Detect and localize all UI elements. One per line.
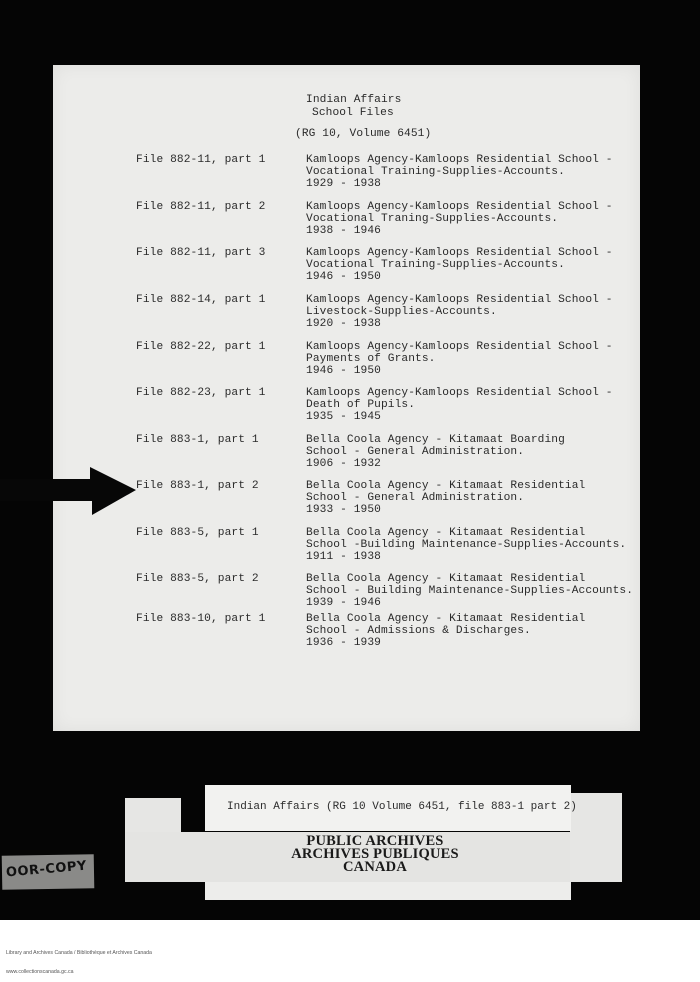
file-dates: 1906 - 1932 — [306, 458, 381, 470]
file-description-line1: Bella Coola Agency - Kitamaat Residential — [306, 480, 586, 492]
file-description-line1: Kamloops Agency-Kamloops Residential School - — [306, 341, 613, 353]
stamp-line-1: PUBLIC ARCHIVES — [306, 833, 444, 849]
file-description-line1: Kamloops Agency-Kamloops Residential School - — [306, 387, 613, 399]
header-title: Indian Affairs — [306, 94, 402, 106]
file-description-line2: Vocational Training-Supplies-Accounts. — [306, 259, 565, 271]
file-description-line2: Payments of Grants. — [306, 353, 436, 365]
file-dates: 1938 - 1946 — [306, 225, 381, 237]
footer-credit — [6, 937, 152, 982]
file-description-line2: School - Admissions & Discharges. — [306, 625, 531, 637]
reel-label-text: Indian Affairs (RG 10 Volume 6451, file 883-1 part 2) — [227, 801, 577, 813]
file-description-line1: Kamloops Agency-Kamloops Residential School - — [306, 201, 613, 213]
file-dates: 1929 - 1938 — [306, 178, 381, 190]
file-description-line1: Bella Coola Agency - Kitamaat Residential — [306, 613, 586, 625]
file-number: File 882-14, part 1 — [136, 294, 266, 306]
file-description-line1: Kamloops Agency-Kamloops Residential School - — [306, 154, 613, 166]
file-number: File 882-11, part 1 — [136, 154, 266, 166]
file-dates: 1933 - 1950 — [306, 504, 381, 516]
document-page — [53, 65, 640, 731]
file-dates: 1946 - 1950 — [306, 271, 381, 283]
arrow-right-icon — [0, 467, 140, 517]
stamp-card-right-tab — [570, 793, 622, 882]
file-description-line2: School - General Administration. — [306, 446, 525, 458]
poor-copy-text: OOR-COPY — [5, 858, 88, 881]
file-description-line1: Bella Coola Agency - Kitamaat Residential — [306, 573, 586, 585]
header-volume: (RG 10, Volume 6451) — [295, 128, 432, 140]
poor-copy-label — [2, 854, 95, 890]
file-dates: 1936 - 1939 — [306, 637, 381, 649]
file-dates: 1911 - 1938 — [306, 551, 381, 563]
file-description-line1: Kamloops Agency-Kamloops Residential School - — [306, 294, 613, 306]
file-number: File 883-10, part 1 — [136, 613, 266, 625]
file-number: File 883-5, part 1 — [136, 527, 259, 539]
reel-label-strip-bottom — [205, 882, 571, 900]
file-description-line2: Livestock-Supplies-Accounts. — [306, 306, 497, 318]
file-description-line2: Death of Pupils. — [306, 399, 416, 411]
file-number: File 882-23, part 1 — [136, 387, 266, 399]
file-number: File 882-11, part 2 — [136, 201, 266, 213]
file-dates: 1946 - 1950 — [306, 365, 381, 377]
footer-line-1: Library and Archives Canada / Bibliothèque et Archives Canada — [6, 949, 152, 956]
file-description-line2: School - General Administration. — [306, 492, 525, 504]
archives-stamp — [270, 835, 480, 874]
file-description-line2: Vocational Traning-Supplies-Accounts. — [306, 213, 559, 225]
file-description-line2: Vocational Training-Supplies-Accounts. — [306, 166, 565, 178]
file-dates: 1935 - 1945 — [306, 411, 381, 423]
file-number: File 883-5, part 2 — [136, 573, 259, 585]
file-dates: 1920 - 1938 — [306, 318, 381, 330]
header-subtitle: School Files — [312, 107, 394, 119]
file-description-line1: Kamloops Agency-Kamloops Residential School - — [306, 247, 613, 259]
file-dates: 1939 - 1946 — [306, 597, 381, 609]
stamp-line-3: CANADA — [342, 859, 408, 875]
file-number: File 882-11, part 3 — [136, 247, 266, 259]
stamp-line-2: ARCHIVES PUBLIQUES — [291, 846, 459, 862]
file-number: File 883-1, part 1 — [136, 434, 259, 446]
file-number: File 883-1, part 2 — [136, 480, 259, 492]
file-description-line1: Bella Coola Agency - Kitamaat Boarding — [306, 434, 565, 446]
file-description-line2: School - Building Maintenance-Supplies-Accounts. — [306, 585, 634, 597]
file-description-line1: Bella Coola Agency - Kitamaat Residential — [306, 527, 586, 539]
file-number: File 882-22, part 1 — [136, 341, 266, 353]
file-description-line2: School -Building Maintenance-Supplies-Accounts. — [306, 539, 627, 551]
footer-url: www.collectionscanada.gc.ca — [6, 969, 74, 976]
